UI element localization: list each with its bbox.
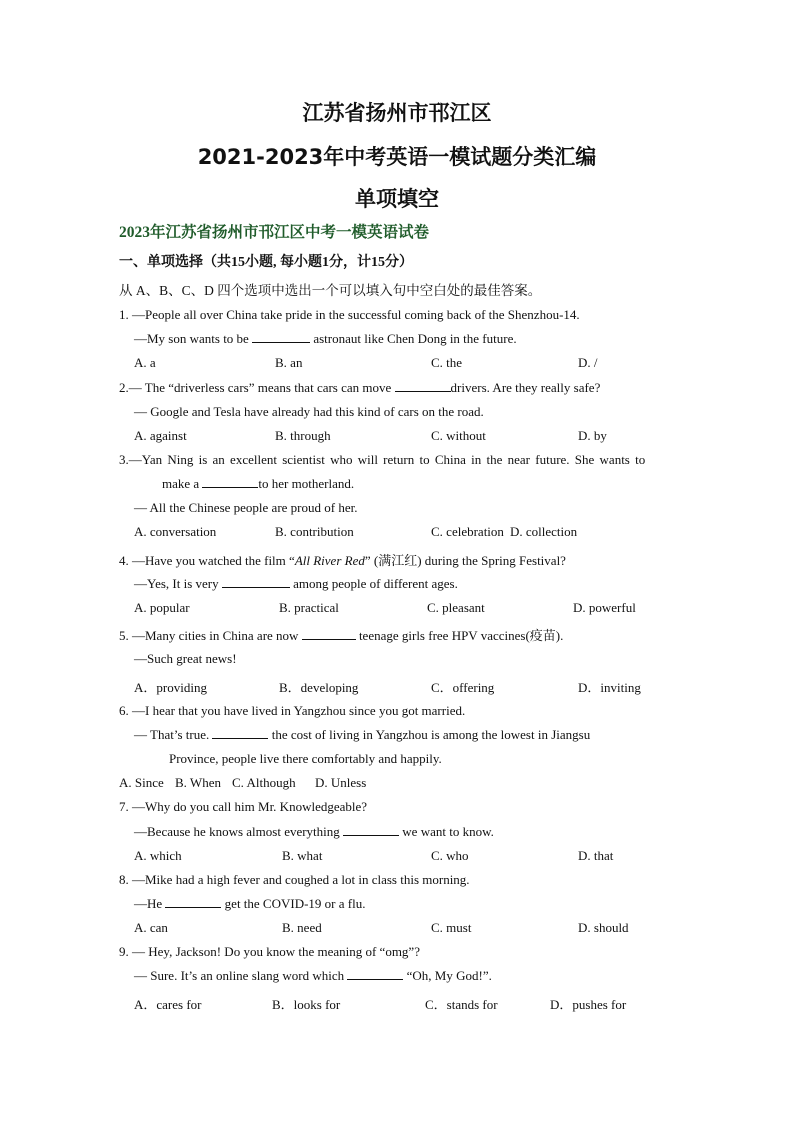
answer-blank [202, 476, 258, 488]
answer-blank [347, 968, 403, 980]
question-7-line1: 7. —Why do you call him Mr. Knowledgeable? [119, 799, 368, 814]
answer-blank [222, 576, 290, 588]
question-3-line1: 3.—Yan Ning is an excellent scientist who will return to China in the near future. She wants to [119, 452, 646, 467]
question-3-text-a: make a [162, 476, 200, 491]
option-d: D. should [578, 920, 629, 935]
question-9-line2 [134, 968, 492, 984]
option-b: B．looks for [272, 997, 341, 1012]
option-a: A. Since [119, 775, 164, 790]
document-title-line1: 江苏省扬州市邗江区 [302, 101, 492, 125]
question-4-text-a: 4. —Have you watched the film “ [119, 553, 295, 568]
question-6-line3: Province, people live there comfortably and happily. [169, 751, 442, 766]
document-title-line3: 单项填空 [355, 187, 439, 211]
question-1-text-b: astronaut like Chen Dong in the future. [313, 331, 517, 346]
question-8-text-b: get the COVID-19 or a flu. [224, 896, 366, 911]
question-2-text-b: drivers. Are they really safe? [450, 380, 601, 395]
question-6-line1: 6. —I hear that you have lived in Yangzhou since you got married. [119, 703, 466, 718]
question-8-text-a: —He [134, 896, 163, 911]
question-8-line2 [134, 896, 365, 912]
question-5-line1 [119, 625, 563, 644]
question-2-text-a: 2.— The “driverless cars” means that cars can move [119, 380, 392, 395]
option-a: A. against [134, 428, 187, 443]
option-a: A. conversation [134, 524, 217, 539]
option-b: B. through [275, 428, 331, 443]
part-title: 一、单项选择（共15小题, 每小题1分，计15分） [119, 255, 413, 270]
question-3-line2 [162, 476, 354, 492]
option-d: D. / [578, 355, 598, 370]
question-6-text-a: — That’s true. [134, 727, 210, 742]
option-c: C．offering [431, 680, 495, 695]
option-d: D. powerful [573, 600, 636, 615]
question-3-line3: — All the Chinese people are proud of her. [134, 500, 358, 515]
answer-blank [212, 727, 268, 739]
option-a: A. popular [134, 600, 190, 615]
option-b: B．developing [279, 680, 359, 695]
option-c: C. without [431, 428, 486, 443]
question-8-line1: 8. —Mike had a high fever and coughed a lot in class this morning. [119, 872, 470, 887]
answer-blank [395, 380, 451, 392]
question-3-text-b: to her motherland. [258, 476, 355, 491]
question-7-text-a: —Because he knows almost everything [134, 824, 340, 839]
question-1-line2 [134, 331, 517, 347]
question-4-text-d: among people of different ages. [293, 576, 458, 591]
answer-blank [165, 896, 221, 908]
question-4-text-c: —Yes, It is very [134, 576, 219, 591]
answer-blank [302, 628, 356, 640]
option-c: C．stands for [425, 997, 498, 1012]
option-b: B. practical [279, 600, 339, 615]
option-b: B. contribution [275, 524, 354, 539]
answer-blank [343, 824, 399, 836]
question-7-text-b: we want to know. [402, 824, 494, 839]
question-9-line1: 9. — Hey, Jackson! Do you know the meaning of “omg”? [119, 944, 420, 959]
option-b: B. When [175, 775, 221, 790]
option-d: D. Unless [315, 775, 367, 790]
option-c: C. the [431, 355, 463, 370]
question-4-text-b: ” (满江红) during the Spring Festival? [364, 553, 566, 568]
question-2-line2: — Google and Tesla have already had this kind of cars on the road. [134, 404, 484, 419]
question-1-line1: 1. —People all over China take pride in the successful coming back of the Shenzhou-14. [119, 307, 580, 322]
question-6-line2 [134, 727, 590, 743]
option-c: C. who [431, 848, 469, 863]
question-4-line2 [134, 576, 458, 592]
option-a: A．providing [134, 680, 207, 695]
option-d: D. by [578, 428, 607, 443]
question-5-line2: —Such great news! [134, 651, 237, 666]
answer-blank [252, 331, 310, 343]
question-6-text-b: the cost of living in Yangzhou is among the lowest in Jiangsu [271, 727, 591, 742]
question-1-text-a: —My son wants to be [134, 331, 249, 346]
instruction-text: 从 A、B、C、D 四个选项中选出一个可以填入句中空白处的最佳答案。 [119, 283, 542, 298]
option-b: B. an [275, 355, 303, 370]
option-d: D．inviting [578, 680, 641, 695]
question-2-line1 [119, 380, 600, 396]
question-7-line2 [134, 824, 494, 840]
option-c: C. pleasant [427, 600, 485, 615]
option-a: A．cares for [134, 997, 202, 1012]
question-4-line1 [119, 550, 566, 569]
option-b: B. what [282, 848, 323, 863]
option-c: C. celebration [431, 524, 504, 539]
option-d: D．pushes for [550, 997, 627, 1012]
question-5-text-a: 5. —Many cities in China are now [119, 628, 299, 643]
option-c: C. Although [232, 775, 296, 790]
option-b: B. need [282, 920, 322, 935]
question-9-text-a: — Sure. It’s an online slang word which [134, 968, 345, 983]
option-a: A. can [134, 920, 168, 935]
option-d: D. collection [510, 524, 578, 539]
option-d: D. that [578, 848, 614, 863]
question-9-text-b: “Oh, My God!”. [406, 968, 492, 983]
document-title-line2: 2021-2023年中考英语一模试题分类汇编 [197, 145, 597, 169]
section-title: 2023年江苏省扬州市邗江区中考一模英语试卷 [119, 224, 430, 241]
option-c: C. must [431, 920, 472, 935]
film-title: All River Red [294, 553, 365, 568]
option-a: A. a [134, 355, 156, 370]
option-a: A. which [134, 848, 182, 863]
question-5-text-b: teenage girls free HPV vaccines(疫苗). [358, 628, 564, 643]
